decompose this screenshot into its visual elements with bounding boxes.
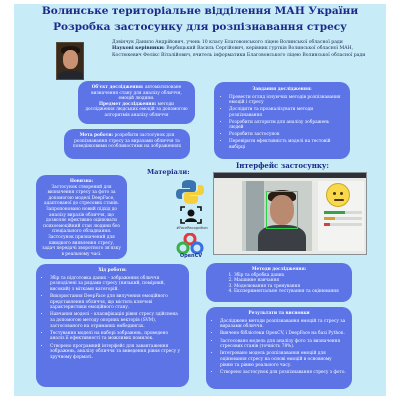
tasks-heading: Завдання дослідження: — [252, 87, 312, 92]
camera-preview — [242, 181, 312, 251]
face-detection-box — [266, 191, 298, 229]
goal-text: розробити застосунок для розпізнавання стресу за виразами обличчя та поведінковими особливостями на зображеннях — [72, 133, 182, 150]
app-interface-screenshot — [213, 172, 367, 255]
task-item: • Розробити застосунок — [229, 132, 343, 138]
work-item: • Використання DeepFace для вилучення емоційного представлення обличчя, що містить ключові характеристики емоційного стану. — [50, 294, 183, 311]
methods-box — [206, 263, 352, 302]
task-item: • Розробити алгоритм для аналізу зображень людей — [229, 120, 343, 131]
result-item: • Вивчено бібліотеки OpenCV, і DeepFace на базі Python. — [220, 331, 346, 337]
novelty-text: Застосунок створений для визначення стресу за фото за допомогою моделі DeepFace, адаптованої до стресових станів. Запропоновано новий підхід до аналізу виразів обличчя, що дозволяє ефективно оцінювати психоемоційний стан людини без спеціального обладнання. Застосунок призначений для швидкого виявлення стресу, задач передачі зворотного зв'язку в реальному часі. — [42, 184, 121, 257]
method-item: 4. Експериментальне тестування та оцінювання — [234, 289, 346, 295]
results-heading: Результати та висновки — [248, 311, 310, 316]
task-item: • Провести огляд існуючих методів розпізнавання емоцій і стресу — [229, 95, 343, 106]
neutral-face-icon — [326, 183, 350, 207]
task-item: • Дослідити та проаналізувати методи розпізнавання — [229, 107, 343, 118]
python-logo-icon — [175, 179, 205, 205]
results-box — [206, 307, 352, 389]
task-item: • Перевірити ефективність моделі на тестовій вибірці — [229, 139, 343, 150]
method-item: 2. Машинне навчання — [234, 278, 346, 284]
subject-text: методи дослідження людських емоцій за допомогою алгоритмів аналізу обличчя — [85, 101, 188, 118]
author-photo — [56, 42, 84, 80]
poster-title-line1: Волинське територіальне відділення МАН України — [41, 5, 359, 17]
work-heading: Хід роботи: — [98, 268, 127, 273]
object-subject-box — [78, 81, 195, 124]
poster-title-line2: Розробка застосунку для розпізнавання стресу — [53, 21, 347, 33]
opencv-label: OpenCV — [179, 253, 203, 259]
method-item: 3. Моделювання та тренування — [234, 284, 346, 290]
goal-box — [64, 129, 190, 159]
stress-meter-high — [324, 223, 362, 226]
goal-label: Мета роботи: — [79, 133, 114, 138]
face-recognition-label: #FaceRecognition — [176, 226, 208, 230]
method-item: 1. Збір та обробка даних — [234, 273, 346, 279]
subject-label: Предмет дослідження: — [98, 101, 157, 107]
authors-block — [112, 40, 382, 59]
work-progress-box — [36, 264, 189, 387]
interface-label: Інтерфейс застосунку: — [236, 161, 329, 170]
result-item: • Інтегровано модель розпізнавання емоцій для оцінювання стресу на основі емоцій в основному рівню та рівню реального часу. — [220, 351, 346, 368]
author-line: Дзвінчук Данило Андрійович, учень 10 класу Благовонського ліцею Волинської обласної ради — [112, 40, 343, 45]
object-label: Об'єкт дослідження: — [91, 85, 144, 90]
supervisors-text: Вербицький Василь Сергійович, керівник гуртків Волинської обласної МАН, Костюкевич Фелікс Віталійович, вчитель інформатики Благовонського ліцею Волинської обласної ради — [112, 46, 366, 58]
result-item: • Створено застосунок для розпізнавання стресу з фото. — [220, 370, 346, 376]
work-item: • Збір та підготовка даних – зображення обличчя розподілені за рядами стресу (низький, помірний, високий) з мітками категорій. — [50, 276, 183, 293]
work-item: • Тестування моделі на наборі зображень, проведено аналіз її ефективності та можливих помилок. — [50, 331, 183, 342]
result-item: • Застосовано модель для аналізу фото та визначення стресових станів (точність 78%). — [220, 339, 346, 350]
methods-heading: Методи дослідження: — [251, 267, 307, 272]
work-item: • Навчання моделі – класифікація рівня стресу здійснена за допомогою методу опорних векторів (SVM), застосованого на отриманих ембедингах. — [50, 312, 183, 329]
novelty-heading: Новизна: — [69, 179, 94, 184]
work-item: • Створено програмний інтерфейс для завантаження зображень, аналізу обличчя та виведення рівня стресу у зручному форматі. — [50, 344, 183, 361]
result-item: • Досліджено методи розпізнавання емоцій та стресу за виразами обличчя. — [220, 319, 346, 330]
novelty-box — [36, 175, 127, 259]
tasks-box — [214, 82, 350, 159]
object-text: автоматизоване визначення стану для аналізу обличчя, емоцій людини. — [91, 85, 182, 102]
supervisors-label: Наукові керівники: — [112, 46, 165, 52]
materials-label: Матеріали: — [147, 168, 190, 176]
poster — [14, 4, 386, 396]
app-title-bar — [214, 173, 366, 178]
stress-meter-low — [324, 211, 362, 214]
stress-meter-medium — [324, 217, 362, 220]
opencv-logo-icon — [174, 233, 206, 255]
face-recognition-icon — [179, 205, 203, 225]
